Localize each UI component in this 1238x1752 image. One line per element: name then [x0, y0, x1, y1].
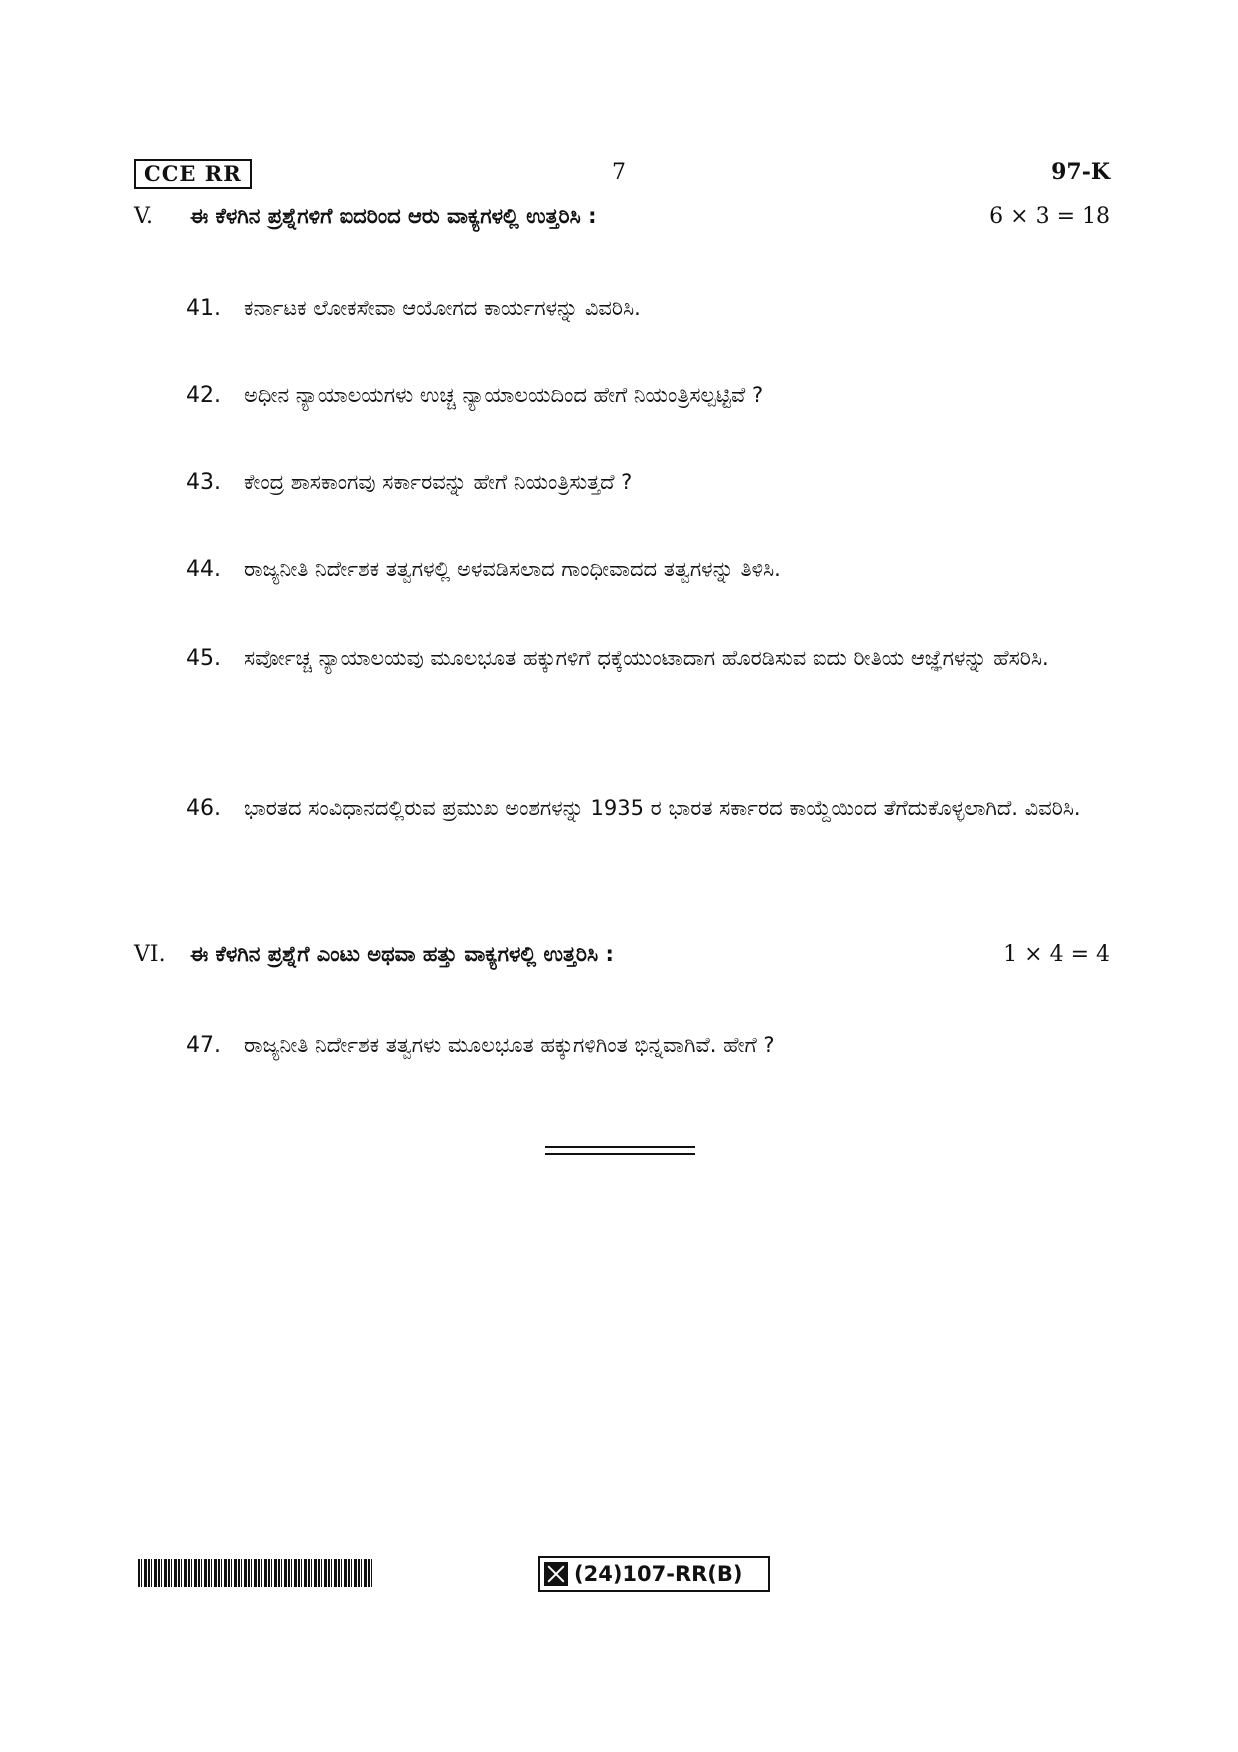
section-number: VI. — [134, 942, 166, 967]
section-title: ಈ ಕೆಳಗಿನ ಪ್ರಶ್ನೆಗೆ ಎಂಟು ಅಥವಾ ಹತ್ತು ವಾಕ್ಯಗಳಲ್ಲಿ ಉತ್ತರಿಸಿ : — [190, 942, 614, 966]
page-number: 7 — [612, 160, 626, 185]
question-number: 43. — [186, 470, 221, 495]
question-number: 42. — [186, 383, 221, 408]
question-text: ರಾಜ್ಯನೀತಿ ನಿರ್ದೇಶಕ ತತ್ವಗಳು ಮೂಲಭೂತ ಹಕ್ಕುಗಳಿಗಿಂತ ಭಿನ್ನವಾಗಿವೆ. ಹೇಗೆ ? — [244, 1033, 775, 1057]
question-number: 41. — [186, 296, 221, 321]
question-text: ಸರ್ವೋಚ್ಚ ನ್ಯಾಯಾಲಯವು ಮೂಲಭೂತ ಹಕ್ಕುಗಳಿಗೆ ಧಕ್ಕೆಯುಂಟಾದಾಗ ಹೊರಡಿಸುವ ಐದು ರೀತಿಯ ಆಜ್ಞೆಗಳನ್ನು ಹೆಸರಿಸಿ. — [244, 646, 1049, 670]
end-rule — [545, 1153, 695, 1155]
question-number: 45. — [186, 646, 221, 671]
barcode-icon — [138, 1559, 372, 1587]
footer-code-box — [538, 1556, 770, 1592]
question-text: ರಾಜ್ಯನೀತಿ ನಿರ್ದೇಶಕ ತತ್ವಗಳಲ್ಲಿ ಅಳವಡಿಸಲಾದ ಗಾಂಧೀವಾದದ ತತ್ವಗಳನ್ನು ತಿಳಿಸಿ. — [244, 557, 781, 581]
section-marks: 6 × 3 = 18 — [989, 204, 1110, 229]
cross-logo-icon — [544, 1562, 568, 1586]
question-number: 46. — [186, 796, 221, 821]
question-number: 47. — [186, 1033, 221, 1058]
scheme-label: CCE RR — [134, 159, 252, 189]
question-text: ಕೇಂದ್ರ ಶಾಸಕಾಂಗವು ಸರ್ಕಾರವನ್ನು ಹೇಗೆ ನಿಯಂತ್ರಿಸುತ್ತದೆ ? — [244, 470, 633, 494]
section-number: V. — [134, 204, 154, 229]
end-rule — [545, 1146, 695, 1148]
question-text: ಕರ್ನಾಟಕ ಲೋಕಸೇವಾ ಆಯೋಗದ ಕಾರ್ಯಗಳನ್ನು ವಿವರಿಸಿ. — [244, 296, 641, 320]
question-text: ಅಧೀನ ನ್ಯಾಯಾಲಯಗಳು ಉಚ್ಚ ನ್ಯಾಯಾಲಯದಿಂದ ಹೇಗೆ ನಿಯಂತ್ರಿಸಲ್ಪಟ್ಟಿವೆ ? — [244, 383, 764, 407]
question-text: ಭಾರತದ ಸಂವಿಧಾನದಲ್ಲಿರುವ ಪ್ರಮುಖ ಅಂಶಗಳನ್ನು 1935 ರ ಭಾರತ ಸರ್ಕಾರದ ಕಾಯ್ದೆಯಿಂದ ತೆಗೆದುಕೊಳ್ಳಲಾಗಿದೆ. ವಿವರಿಸಿ. — [244, 796, 1081, 820]
section-marks: 1 × 4 = 4 — [1003, 942, 1110, 967]
section-title: ಈ ಕೆಳಗಿನ ಪ್ರಶ್ನೆಗಳಿಗೆ ಐದರಿಂದ ಆರು ವಾಕ್ಯಗಳಲ್ಲಿ ಉತ್ತರಿಸಿ : — [190, 204, 597, 228]
question-number: 44. — [186, 557, 221, 582]
paper-code: 97-K — [1051, 159, 1110, 185]
footer-code: (24)107-RR(B) — [574, 1562, 743, 1586]
